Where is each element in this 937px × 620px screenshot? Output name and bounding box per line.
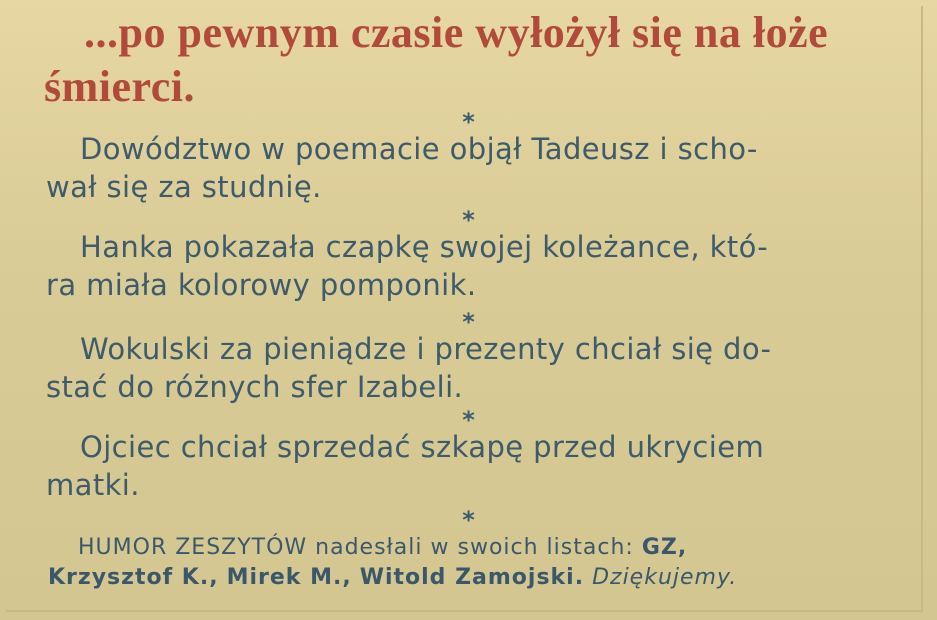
- credit-name: Krzysztof K.,: [48, 565, 219, 590]
- credit-name: GZ,: [641, 535, 688, 560]
- credit-name: Mirek M.,: [226, 565, 352, 590]
- joke-item: [46, 330, 906, 406]
- credit-name: Witold Zamojski.: [359, 565, 585, 590]
- separator-star: *: [462, 108, 475, 136]
- separator-star: *: [462, 406, 475, 434]
- joke-line: wał się za studnię.: [46, 170, 322, 204]
- joke-item: [46, 228, 906, 304]
- joke-line: Hanka pokazała czapkę swojej koleżance, któ-: [80, 230, 769, 264]
- credits-lead: HUMOR ZESZYTÓW nadesłali w swoich listach:: [78, 535, 634, 560]
- thanks-text: Dziękujemy.: [592, 565, 738, 590]
- joke-line: Ojciec chciał sprzedać szkapę przed ukryciem: [80, 430, 765, 464]
- credits-line: [48, 563, 908, 593]
- joke-item: [46, 428, 906, 504]
- joke-line: Wokulski za pieniądze i prezenty chciał się do-: [80, 332, 772, 366]
- credits-footer: [48, 533, 908, 593]
- joke-line: ra miała kolorowy pomponik.: [46, 268, 477, 302]
- separator-star: *: [462, 506, 475, 534]
- separator-star: *: [462, 206, 475, 234]
- joke-line: matki.: [46, 468, 140, 502]
- joke-line: stać do różnych sfer Izabeli.: [46, 370, 464, 404]
- headline: ...po pewnym czasie wyłożył się na łoże śmierci.: [44, 8, 829, 111]
- joke-item: [46, 130, 906, 206]
- joke-line: Dowództwo w poemacie objął Tadeusz i scho-: [80, 132, 758, 166]
- separator-star: *: [462, 308, 475, 336]
- credits-line: [48, 533, 908, 563]
